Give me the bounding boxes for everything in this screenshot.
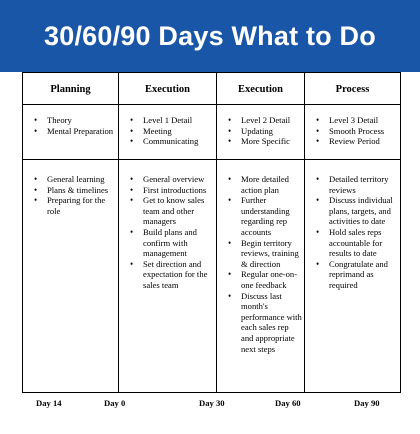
cell-planning-activities (23, 160, 119, 393)
bullet-item: • Level 1 Detail (143, 115, 214, 126)
cell-process-detail (305, 105, 401, 160)
bullet-item: • Meeting (143, 126, 214, 137)
bullet-item: • Congratulate and reprimand as required (329, 259, 398, 291)
bullet-item: • General learning (47, 174, 116, 185)
cell-process-activities (305, 160, 401, 393)
bullet-item: • Further understanding regarding rep accounts (241, 195, 302, 237)
bullet-item: • Communicating (143, 136, 214, 147)
detail-row (23, 105, 401, 160)
bullet-item: • First introductions (143, 185, 214, 196)
bullet-item: • Theory (47, 115, 116, 126)
page-title: 30/60/90 Days What to Do (44, 20, 376, 51)
bullet-item: • Begin territory reviews, training & direction (241, 238, 302, 270)
column-header-execution-2: Execution (217, 73, 305, 105)
bullet-list (305, 105, 400, 147)
column-header-execution-1: Execution (119, 73, 217, 105)
bullet-item: • Regular one-on-one feedback (241, 269, 302, 290)
timeline-label: Day 90 (354, 398, 380, 408)
timeline-label: Day 60 (275, 398, 301, 408)
bullet-item: • Level 2 Detail (241, 115, 302, 126)
bullet-list (23, 105, 118, 136)
bullet-item: • Review Period (329, 136, 398, 147)
bullet-list (305, 160, 400, 291)
plan-table (22, 72, 401, 393)
timeline-footer (0, 398, 420, 412)
column-header-planning: Planning (23, 73, 119, 105)
activity-row (23, 160, 401, 393)
bullet-item: • Hold sales reps accountable for results to date (329, 227, 398, 259)
cell-planning-detail (23, 105, 119, 160)
timeline-label: Day 30 (199, 398, 225, 408)
bullet-item: • Smooth Process (329, 126, 398, 137)
bullet-item: • General overview (143, 174, 214, 185)
bullet-list (119, 105, 216, 147)
cell-execution-2-detail (217, 105, 305, 160)
bullet-item: • Set direction and expectation for the sales team (143, 259, 214, 291)
bullet-item: • Discuss last month's performance with each sales rep and appropriate next steps (241, 291, 302, 355)
header-row (23, 73, 401, 105)
bullet-item: • Build plans and confirm with management (143, 227, 214, 259)
bullet-list (23, 160, 118, 216)
bullet-item: • Updating (241, 126, 302, 137)
bullet-item: • Level 3 Detail (329, 115, 398, 126)
timeline-label: Day 0 (104, 398, 126, 408)
bullet-item: • More Specific (241, 136, 302, 147)
bullet-item: • Discuss individual plans, targets, and activities to date (329, 195, 398, 227)
column-header-process: Process (305, 73, 401, 105)
bullet-item: • Mental Preparation (47, 126, 116, 137)
bullet-list (119, 160, 216, 291)
timeline-label: Day 14 (36, 398, 62, 408)
bullet-list (217, 105, 304, 147)
bullet-item: • Detailed territory reviews (329, 174, 398, 195)
bullet-item: • Plans & timelines (47, 185, 116, 196)
bullet-list (217, 160, 304, 354)
cell-execution-1-detail (119, 105, 217, 160)
bullet-item: • More detailed action plan (241, 174, 302, 195)
bullet-item: • Preparing for the role (47, 195, 116, 216)
bullet-item: • Get to know sales team and other managers (143, 195, 214, 227)
title-banner (0, 0, 420, 72)
cell-execution-1-activities (119, 160, 217, 393)
cell-execution-2-activities (217, 160, 305, 393)
